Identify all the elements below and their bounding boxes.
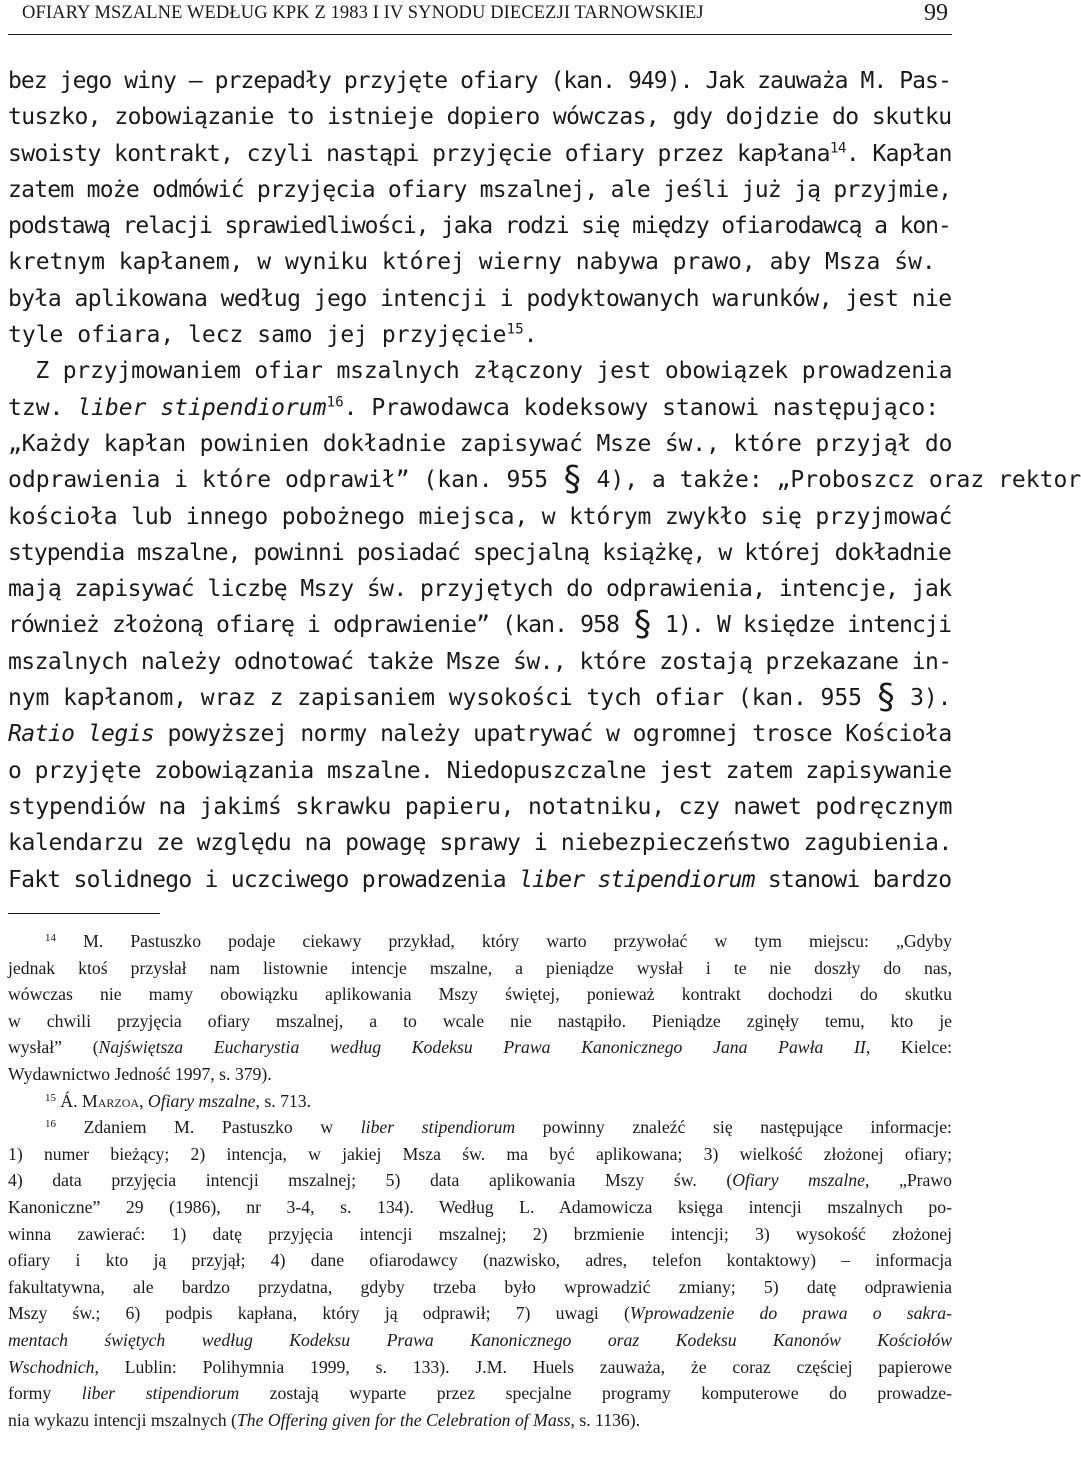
footnote-line <box>8 1194 952 1221</box>
text-run: fakultatywna, ale bardzo przydatna, gdyby trzeba było wprowadzić zmiany; 5) datę odprawienia <box>8 1276 952 1297</box>
text-run: Fakt solidnego i uczciwego prowadzenia <box>8 866 519 893</box>
italic-run: liber stipendiorum <box>360 1117 516 1138</box>
footnote-number: 15 <box>45 1091 56 1104</box>
text-run: Z przyjmowaniem ofiar mszalnych złączony jest obowiązek prowadzenia <box>8 358 953 385</box>
section-sign: § <box>632 604 653 645</box>
text-run: 1). W księdze intencji <box>652 612 952 639</box>
footnote-line <box>8 1247 952 1274</box>
italic-run: mentach świętych według Kodeksu Prawa Kanonicznego oraz Kodeksu Kanonów Kościołów <box>8 1329 952 1350</box>
footnote-line <box>8 1274 952 1301</box>
text-run: mają zapisywać liczbę Mszy św. przyjętych do odprawienia, intencje, jak <box>8 576 952 603</box>
text-line <box>8 716 952 752</box>
footnote-line <box>8 1008 952 1035</box>
text-run: Kanoniczne” 29 (1986), nr 3-4, s. 134). Według L. Adamowicza księga intencji mszalnych po- <box>8 1196 952 1217</box>
italic-run: Ratio legis <box>8 721 155 748</box>
page-number: 99 <box>924 0 948 26</box>
text-run: kalendarzu ze względu na powagę sprawy i niebezpieczeństwo zagubienia. <box>8 830 952 857</box>
text-line <box>8 604 952 645</box>
text-line <box>8 317 952 353</box>
text-run: winna zawierać: 1) datę przyjęcia intencji mszalnej; 2) brzmienie intencji; 3) wysokość złożonej <box>8 1223 952 1244</box>
text-run: , s. 713. <box>255 1090 312 1111</box>
text-run: , Lublin: Polihymnia 1999, s. 133). J.M. Huels zauważa, że coraz częściej papierowe <box>94 1356 952 1377</box>
text-run: podstawą relacji sprawiedliwości, jaka rodzi się między ofiarodawcą a kon- <box>8 213 951 240</box>
text-line <box>8 644 952 680</box>
text-run: zatem może odmówić przyjęcia ofiary mszalnej, ale jeśli już ją przyjmie, <box>8 176 952 203</box>
text-line <box>8 677 952 718</box>
text-line <box>8 244 952 280</box>
footnote-number: 14 <box>45 931 56 944</box>
text-run: zostają wyparte przez specjalne programy komputerowe do prowadze- <box>239 1383 952 1404</box>
text-run: tuszko, zobowiązanie to istnieje dopiero wówczas, gdy dojdzie do skutku <box>8 104 952 131</box>
text-line <box>8 353 952 389</box>
section-sign: § <box>875 677 897 718</box>
text-run: , <box>139 1090 148 1111</box>
text-run: M. Pastuszko podaje ciekawy przykład, który warto przywołać w tym miejscu: „Gdyby <box>55 931 952 951</box>
text-run: bez jego winy – przepadły przyjęte ofiary (kan. 949). Jak zauważa M. Pas- <box>8 68 951 94</box>
footnote-line <box>8 1088 952 1115</box>
running-header-title: OFIARY MSZALNE WEDŁUG KPK Z 1983 I IV SYNODU DIECEZJI TARNOWSKIEJ <box>22 3 704 23</box>
text-run: odprawienia i które odprawił” (kan. 955 <box>8 467 562 494</box>
footnote-line <box>8 1380 952 1407</box>
text-run: powinny znaleźć się następujące informacje: <box>515 1117 952 1138</box>
text-run: Wydawnictwo Jedność 1997, s. 379). <box>8 1063 272 1084</box>
text-run: stypendiów na jakimś skrawku papieru, notatniku, czy nawet podręcznym <box>8 793 953 820</box>
text-line <box>8 172 952 208</box>
text-line <box>8 63 952 99</box>
text-run: , Kielce: <box>865 1037 953 1058</box>
footnote-number: 16 <box>45 1118 56 1131</box>
footnote-line <box>8 955 952 982</box>
text-run: tzw. <box>8 394 78 421</box>
text-run: stanowi bardzo <box>754 866 952 893</box>
text-run: tyle ofiara, lecz samo jej przyjęcie <box>8 322 507 349</box>
text-run: kościoła lub innego pobożnego miejsca, w którym zwykło się przyjmować <box>8 503 953 530</box>
text-run: Zdaniem M. Pastuszko w <box>55 1117 361 1138</box>
text-run: Á. <box>55 1090 83 1111</box>
text-run: . <box>523 322 538 349</box>
text-run: nym kapłanom, wraz z zapisaniem wysokości tych ofiar (kan. 955 <box>8 685 876 712</box>
text-run: swoisty kontrakt, czyli nastąpi przyjęcie ofiary przez kapłana <box>8 140 830 167</box>
text-line <box>8 571 952 607</box>
text-run: . Prawodawca kodeksowy stanowi następująco: <box>343 394 940 421</box>
text-line <box>8 862 952 898</box>
text-run: wysłał” ( <box>8 1037 99 1058</box>
text-line <box>8 535 952 571</box>
text-run: powyższej normy należy upatrywać w ogromnej trosce Kościoła <box>154 721 952 748</box>
italic-run: liber stipendiorum <box>518 866 755 893</box>
text-line <box>8 208 952 244</box>
footnote-line <box>8 981 952 1008</box>
text-line <box>8 390 952 426</box>
text-run: kretnym kapłanem, w wyniku której wierny nabywa prawo, aby Msza św. <box>8 249 936 276</box>
footnote-line <box>8 1327 952 1354</box>
italic-run: Wschodnich <box>8 1356 95 1377</box>
italic-run: Najświętsza Eucharystia według Kodeksu Prawa Kanonicznego Jana Pawła II <box>98 1037 866 1058</box>
text-line <box>8 499 952 535</box>
footnote-reference: 14 <box>829 139 846 156</box>
header-rule <box>8 34 952 35</box>
running-header <box>0 0 960 36</box>
footnote-line <box>8 1300 952 1327</box>
italic-run: liber stipendiorum <box>77 394 327 421</box>
text-run: była aplikowana według jego intencji i podyktowanych warunków, jest nie <box>8 285 952 312</box>
text-run: jednak ktoś przysłał nam listownie intencje mszalne, a pieniądze wysłał i te nie doszły do nas, <box>8 957 952 978</box>
text-run: 3). <box>896 685 952 712</box>
italic-run: The Offering given for the Celebration of Mass <box>236 1409 571 1430</box>
text-run: Mszy św.; 6) podpis kapłana, który ją odprawił; 7) uwagi ( <box>8 1303 630 1324</box>
footnote-line <box>8 1354 952 1381</box>
text-run: , s. 1136). <box>570 1409 641 1430</box>
footnote-separator <box>8 913 160 914</box>
text-run: , „Prawo <box>864 1170 953 1191</box>
footnote-line <box>8 928 952 955</box>
text-line <box>8 136 952 172</box>
text-run: 4) data przyjęcia intencji mszalnej; 5) data aplikowania Mszy św. ( <box>8 1170 733 1191</box>
text-run: ofiary i kto ją przyjął; 4) dane ofiarodawcy (nazwisko, adres, telefon kontaktowy) – informacja <box>8 1250 952 1271</box>
text-run: „Każdy kapłan powinien dokładnie zapisywać Msze św., które przyjął do <box>8 430 953 457</box>
text-line <box>8 753 952 789</box>
text-run: mszalnych należy odnotować także Msze św., które zostają przekazane in- <box>8 648 952 675</box>
text-run: stypendia mszalne, powinni posiadać specjalną książkę, w której dokładnie <box>8 539 951 566</box>
text-run: . Kapłan <box>845 140 952 167</box>
section-sign: § <box>561 459 583 500</box>
text-line <box>8 426 952 462</box>
text-run: 4), a także: „Proboszcz oraz rektor <box>582 467 1081 494</box>
italic-run: Ofiary mszalne <box>732 1170 865 1191</box>
footnote-line <box>8 1407 952 1434</box>
text-run: wówczas nie mamy obowiązku aplikowania Mszy świętej, ponieważ kontrakt dochodzi do skutku <box>8 984 952 1005</box>
footnote-line <box>8 1141 952 1168</box>
text-run: 1) numer bieżący; 2) intencja, w jakiej Msza św. ma być aplikowana; 3) wielkość złożonej ofiary; <box>8 1143 952 1164</box>
italic-run: liber stipendiorum <box>81 1383 240 1404</box>
text-run: w chwili przyjęcia ofiary mszalnej, a to wcale nie nastąpiło. Pieniądze zginęły temu, kto je <box>8 1010 952 1031</box>
text-line <box>8 459 1081 500</box>
footnote-line <box>8 1034 952 1061</box>
footnote-line <box>8 1114 952 1141</box>
author-name: Marzoa <box>82 1090 140 1111</box>
text-run: formy <box>8 1383 82 1404</box>
footnote-line <box>8 1061 952 1088</box>
footnote-reference: 16 <box>326 394 344 411</box>
text-line <box>8 281 952 317</box>
footnote-reference: 15 <box>506 321 524 338</box>
footnote-line <box>8 1167 952 1194</box>
italic-run: Ofiary mszalne <box>147 1090 256 1111</box>
italic-run: Wprowadzenie do prawa o sakra- <box>629 1303 952 1324</box>
text-line <box>8 99 952 135</box>
footnotes <box>8 928 952 1433</box>
body-text <box>8 63 1081 898</box>
footnote-line <box>8 1221 952 1248</box>
text-run: nia wykazu intencji mszalnych ( <box>8 1409 237 1430</box>
text-line <box>8 789 952 825</box>
text-line <box>8 825 952 861</box>
text-run: o przyjęte zobowiązania mszalne. Niedopuszczalne jest zatem zapisywanie <box>8 757 952 784</box>
text-run: również złożoną ofiarę i odprawienie” (kan. 958 <box>8 612 633 639</box>
